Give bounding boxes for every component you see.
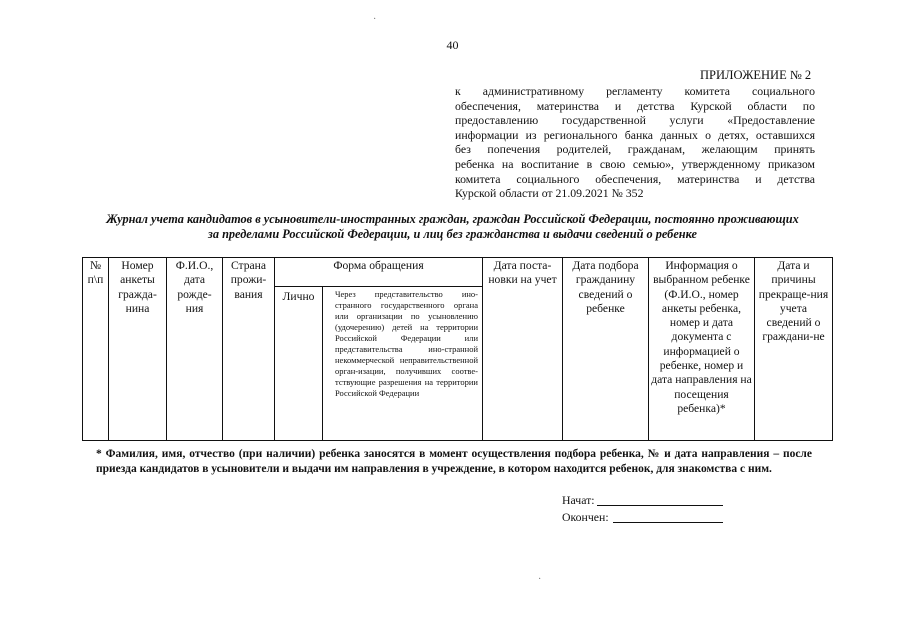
- header-fio: Ф.И.О., дата рожде-ния: [167, 258, 223, 441]
- journal-title-line: за пределами Российской Федерации, и лиц без гражданства и выдачи сведений о ребенке: [208, 227, 697, 241]
- scan-speck: ·: [538, 574, 542, 585]
- appendix-line: без попечения родителей, гражданам, желающим принять: [455, 142, 815, 157]
- header-child-info: Информация о выбранном ребенке (Ф.И.О., номер анкеты ребенка, номер и дата документа с информацией о ребенке, номер и дата направления на посещения ребенка)*: [649, 258, 755, 441]
- header-in-person: Лично: [275, 287, 323, 441]
- finished-line: [613, 522, 723, 523]
- header-country: Страна прожи-вания: [223, 258, 275, 441]
- header-form-number: Номер анкеты гражда-нина: [109, 258, 167, 441]
- header-reasons: Дата и причины прекраще-ния учета сведений о граждани-не: [755, 258, 833, 441]
- started-label: Начат:: [562, 493, 595, 507]
- finished-label: Окончен:: [562, 510, 609, 524]
- started-line: [597, 505, 723, 506]
- appendix-line: комитета социального обеспечения, материнства и детства: [455, 171, 815, 186]
- appendix-title: ПРИЛОЖЕНИЕ № 2: [700, 68, 812, 82]
- header-request-form: Форма обращения: [275, 258, 483, 287]
- header-num: № п\п: [83, 258, 109, 441]
- header-registration-date: Дата поста-новки на учет: [483, 258, 563, 441]
- footnote: * Фамилия, имя, отчество (при наличии) ребенка заносятся в момент осуществления подбора ребенка, № и дата направления – после приезда кандидатов в усыновители и выдачи им направления в учреждение, в котором находится ребенок, для знакомства с ним.: [96, 448, 812, 476]
- journal-table: [82, 257, 833, 441]
- journal-title: [90, 212, 815, 242]
- scan-speck: ·: [373, 14, 377, 25]
- appendix-line: к административному регламенту комитета социального: [455, 84, 815, 98]
- header-selection-date: Дата подбора гражданину сведений о ребенке: [563, 258, 649, 441]
- journal-title-line: Журнал учета кандидатов в усыновители-иностранных граждан, граждан Российской Федерации, постоянно проживающих: [106, 212, 799, 226]
- appendix-line: обеспечения, материнства и детства Курской области по: [455, 98, 815, 113]
- appendix-line: предоставлению государственной услуги «Предоставление: [455, 113, 815, 128]
- appendix-text: [455, 84, 815, 201]
- header-through-representative: Через представительство ино-странного государственного органа или организации по усыновлению (удочерению) детей на территории Российской Федерации или представительства ино-странной некоммерческой неправительственной орган-изации, получивших соотве-тствующие разрешения на территории Российской Федерации: [323, 287, 483, 441]
- appendix-line: Курской области от 21.09.2021 № 352: [455, 186, 644, 201]
- page-number: 40: [446, 38, 459, 52]
- appendix-line: ребенка на воспитание в свою семью», утвержденному приказом: [455, 156, 815, 171]
- appendix-line: информации из регионального банка данных о детях, оставшихся: [455, 127, 815, 142]
